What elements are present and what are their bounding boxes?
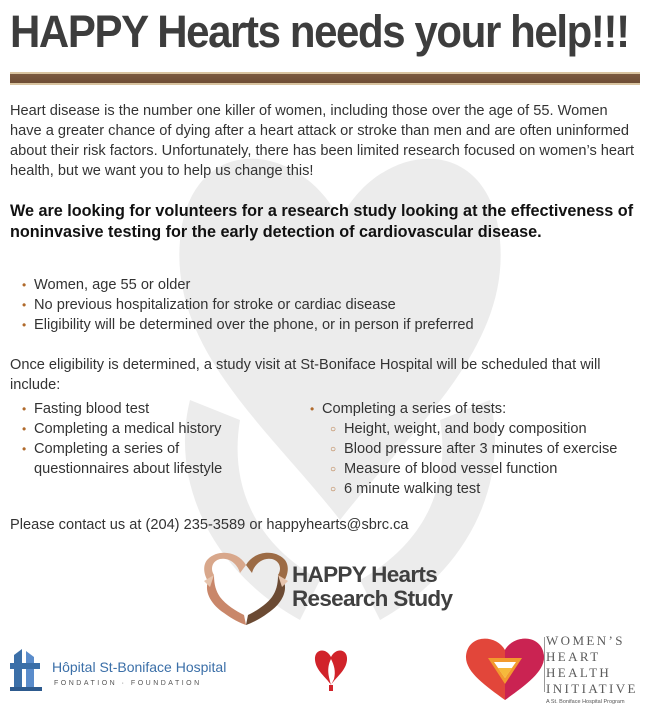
whhi-line: HEART [546, 649, 601, 664]
list-item: • Completing a medical history [22, 419, 262, 439]
hospital-sub: FONDATION · FOUNDATION [54, 680, 202, 687]
list-item [310, 399, 640, 499]
hospital-foundation-logo [8, 647, 228, 691]
tests-label: Completing a series of tests: [322, 401, 507, 417]
visit-intro: Once eligibility is determined, a study visit at St-Boniface Hospital will be scheduled that will include: [10, 357, 601, 393]
hospital-cross-icon [8, 647, 44, 691]
tests-sublist [322, 419, 640, 499]
hands-heart-logo [200, 545, 292, 627]
sub-list-item: ○ 6 minute walking test [322, 479, 640, 499]
study-brand [292, 563, 452, 611]
hospital-name: Hôpital St-Boniface Hospital [52, 659, 227, 675]
visit-list-right [310, 399, 640, 499]
brand-line-2: Research Study [292, 586, 453, 611]
whhi-heart-icon [462, 632, 548, 702]
visit-list-left [22, 399, 262, 479]
sub-list-item: ○ Blood pressure after 3 minutes of exercise [322, 439, 640, 459]
volunteer-callout: We are looking for volunteers for a research study looking at the effectiveness of noninvasive testing for the early detection of cardiovascular disease. [10, 202, 634, 241]
whhi-divider [544, 637, 545, 692]
list-item: • Fasting blood test [22, 399, 262, 419]
whhi-line: WOMEN’S [546, 633, 625, 648]
sub-list-item: ○ Height, weight, and body composition [322, 419, 640, 439]
brand-line-1: HAPPY Hearts [292, 562, 438, 587]
whhi-line: HEALTH [546, 665, 612, 680]
whhi-sub: A St. Boniface Hospital Program [546, 699, 625, 705]
whhi-line: INITIATIVE [546, 681, 638, 696]
sub-list-item: ○ Measure of blood vessel function [322, 459, 640, 479]
intro-paragraph: Heart disease is the number one killer of women, including those over the age of 55. Women have a greater chance of dying after a heart attack or stroke than men and are often uninformed about their risk factors. Unfortunately, there has been limited research focused on women’s heart health, but we want you to help us change this! [10, 103, 635, 179]
list-item: • No previous hospitalization for stroke or cardiac disease [22, 295, 474, 315]
title-divider [10, 72, 640, 85]
list-item: • Women, age 55 or older [22, 275, 474, 295]
heart-ribbon-icon [312, 645, 350, 693]
list-item: • Eligibility will be determined over the phone, or in person if preferred [22, 315, 474, 335]
whhi-wordmark [546, 633, 646, 705]
eligibility-list [22, 275, 474, 335]
list-item: • Completing a series of questionnaires about lifestyle [22, 439, 262, 479]
contact-line: Please contact us at (204) 235-3589 or happyhearts@sbrc.ca [10, 517, 409, 533]
page-title: HAPPY Hearts needs your help!!! [10, 6, 629, 57]
